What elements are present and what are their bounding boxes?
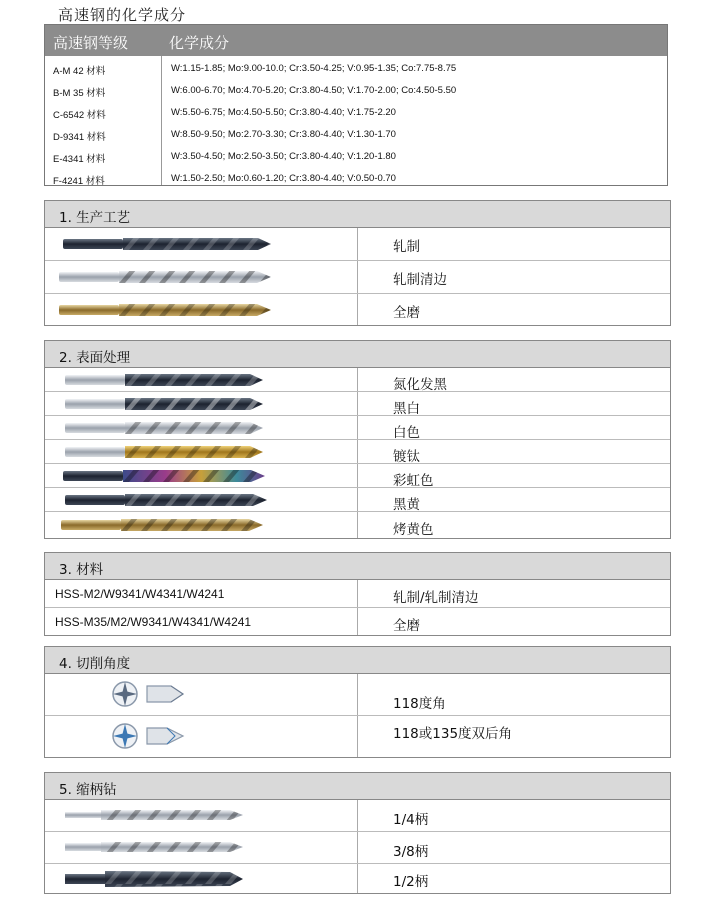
list-item bbox=[45, 228, 670, 261]
list-item bbox=[45, 674, 670, 716]
list-item bbox=[45, 832, 670, 864]
section-title: 2. 表面处理 bbox=[45, 341, 670, 368]
angle-label: 118或135度双后角 bbox=[393, 726, 513, 742]
surface-label: 黑黄 bbox=[393, 497, 420, 513]
grade-header: 高速钢等级 bbox=[53, 34, 129, 52]
list-item bbox=[45, 368, 670, 392]
grade-cell: D-9341 材料 bbox=[53, 132, 106, 143]
drill-titanium-image bbox=[65, 444, 265, 460]
surface-label: 白色 bbox=[393, 425, 420, 441]
table-row bbox=[45, 146, 667, 168]
composition-cell: W:8.50-9.50; Mo:2.70-3.30; Cr:3.80-4.40; V:1.30-1.70 bbox=[171, 129, 396, 140]
point-118-icon bbox=[109, 678, 189, 710]
section-title: 1. 生产工艺 bbox=[45, 201, 670, 228]
shank-label: 3/8柄 bbox=[393, 844, 429, 860]
material-grade: HSS-M35/M2/W9341/W4341/W4241 bbox=[55, 615, 252, 629]
composition-cell: W:1.15-1.85; Mo:9.00-10.0; Cr:3.50-4.25; V:0.95-1.35; Co:7.75-8.75 bbox=[171, 63, 457, 74]
section-title: 4. 切削角度 bbox=[45, 647, 670, 674]
composition-header bbox=[45, 25, 667, 56]
drill-baked-yellow-image bbox=[61, 517, 266, 533]
grade-cell: B-M 35 材料 bbox=[53, 88, 106, 99]
composition-cell: W:3.50-4.50; Mo:2.50-3.50; Cr:3.80-4.40; V:1.20-1.80 bbox=[171, 151, 396, 162]
section-title: 3. 材料 bbox=[45, 553, 670, 580]
section-title: 5. 缩柄钻 bbox=[45, 773, 670, 800]
surface-label: 氮化发黑 bbox=[393, 377, 447, 393]
section-process bbox=[44, 200, 671, 326]
list-item bbox=[45, 864, 670, 894]
shank-three-eighths-drill-image bbox=[65, 840, 245, 854]
composition-cell: W:5.50-6.75; Mo:4.50-5.50; Cr:3.80-4.40; V:1.75-2.20 bbox=[171, 107, 396, 118]
table-row bbox=[45, 168, 667, 190]
process-label: 轧制 bbox=[393, 239, 420, 255]
composition-header-label: 化学成分 bbox=[169, 34, 230, 52]
list-item bbox=[45, 488, 670, 512]
list-item bbox=[45, 392, 670, 416]
table-row bbox=[45, 102, 667, 124]
material-label: 全磨 bbox=[393, 618, 420, 634]
list-item bbox=[45, 261, 670, 294]
section-angle bbox=[44, 646, 671, 758]
drill-rainbow-image bbox=[63, 468, 268, 484]
list-item bbox=[45, 416, 670, 440]
material-grade: HSS-M2/W9341/W4341/W4241 bbox=[55, 587, 225, 601]
drill-black-white-image bbox=[65, 396, 265, 412]
shank-half-drill-image bbox=[65, 870, 245, 888]
table-row bbox=[45, 580, 670, 608]
table-row bbox=[45, 124, 667, 146]
grade-cell: A-M 42 材料 bbox=[53, 66, 106, 77]
surface-label: 烤黄色 bbox=[393, 522, 434, 538]
drill-black-yellow-image bbox=[65, 492, 270, 508]
composition-cell: W:6.00-6.70; Mo:4.70-5.20; Cr:3.80-4.50; V:1.70-2.00; Co:4.50-5.50 bbox=[171, 85, 457, 96]
material-label: 轧制/轧制清边 bbox=[393, 590, 479, 606]
process-label: 轧制清边 bbox=[393, 272, 447, 288]
table-row bbox=[45, 80, 667, 102]
section-material bbox=[44, 552, 671, 636]
shank-label: 1/4柄 bbox=[393, 812, 429, 828]
composition-table bbox=[44, 24, 668, 186]
page-title: 高速钢的化学成分 bbox=[58, 6, 187, 24]
list-item bbox=[45, 440, 670, 464]
shank-label: 1/2柄 bbox=[393, 874, 429, 890]
list-item bbox=[45, 464, 670, 488]
process-label: 全磨 bbox=[393, 305, 420, 321]
grade-cell: C-6542 材料 bbox=[53, 110, 106, 121]
list-item bbox=[45, 294, 670, 326]
drill-rolled-edge-image bbox=[59, 269, 274, 285]
section-surface bbox=[44, 340, 671, 539]
grade-cell: F-4241 材料 bbox=[53, 176, 105, 187]
table-row bbox=[45, 58, 667, 80]
list-item bbox=[45, 512, 670, 538]
drill-ground-image bbox=[59, 302, 274, 318]
shank-quarter-drill-image bbox=[65, 808, 245, 822]
angle-label: 118度角 bbox=[393, 696, 446, 712]
list-item bbox=[45, 716, 670, 758]
grade-cell: E-4341 材料 bbox=[53, 154, 106, 165]
surface-label: 镀钛 bbox=[393, 449, 420, 465]
point-135-split-icon bbox=[109, 720, 189, 752]
drill-rolled-image bbox=[63, 236, 273, 252]
list-item bbox=[45, 800, 670, 832]
surface-label: 黑白 bbox=[393, 401, 420, 417]
drill-white-image bbox=[65, 420, 265, 436]
surface-label: 彩虹色 bbox=[393, 473, 434, 489]
section-shank bbox=[44, 772, 671, 894]
composition-cell: W:1.50-2.50; Mo:0.60-1.20; Cr:3.80-4.40; V:0.50-0.70 bbox=[171, 173, 396, 184]
drill-nitride-black-image bbox=[65, 372, 265, 388]
table-row bbox=[45, 608, 670, 636]
